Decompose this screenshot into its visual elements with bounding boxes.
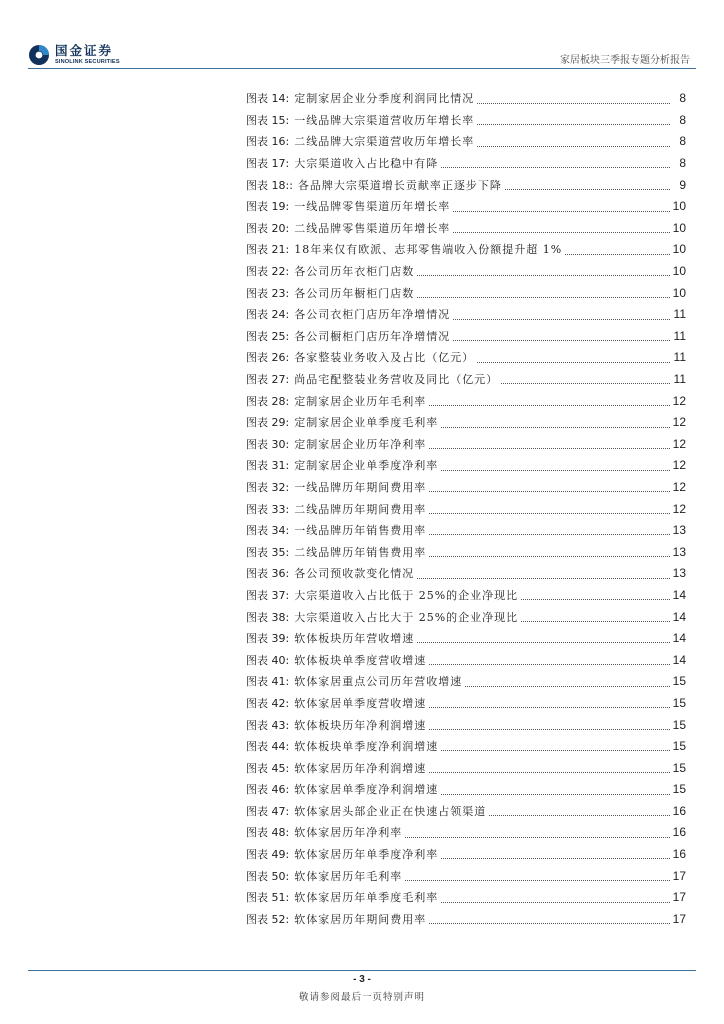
toc-figure-label: 图表 34:: [246, 524, 290, 538]
toc-entry[interactable]: [246, 304, 686, 326]
toc-figure-label: 图表 49:: [246, 848, 290, 862]
toc-figure-title: 软体板块单季度营收增速: [294, 653, 427, 667]
toc-entry[interactable]: [246, 326, 686, 348]
toc-figure-title: 定制家居企业历年净利率: [294, 437, 427, 451]
toc-page-number: 8: [679, 91, 686, 106]
toc-figure-title: 一线品牌大宗渠道营收历年增长率: [294, 113, 475, 127]
toc-entry[interactable]: [246, 110, 686, 132]
toc-entry[interactable]: [246, 455, 686, 477]
toc-dot-leader: [477, 103, 670, 104]
toc-page-number: 8: [679, 134, 686, 149]
toc-figure-label: 图表 45:: [246, 761, 290, 775]
toc-page-number: 13: [672, 523, 686, 538]
toc-page-number: 12: [672, 415, 686, 430]
toc-entry[interactable]: [246, 628, 686, 650]
toc-page-number: 8: [679, 156, 686, 171]
toc-page-number: 12: [672, 479, 686, 494]
figure-index-list: [246, 88, 686, 930]
logo-english-name: SINOLINK SECURITIES: [55, 59, 120, 65]
toc-entry[interactable]: [246, 693, 686, 715]
toc-figure-label: 图表 40:: [246, 653, 290, 667]
toc-page-number: 11: [673, 372, 686, 387]
toc-page-number: 10: [672, 242, 686, 257]
toc-entry[interactable]: [246, 606, 686, 628]
toc-entry[interactable]: [246, 909, 686, 931]
toc-entry[interactable]: [246, 585, 686, 607]
toc-page-number: 9: [679, 177, 686, 192]
toc-dot-leader: [429, 556, 670, 557]
toc-figure-title: 软体家居历年单季度净利率: [294, 848, 439, 862]
toc-entry[interactable]: [246, 563, 686, 585]
toc-dot-leader: [477, 362, 670, 363]
toc-page-number: 11: [673, 350, 686, 365]
toc-figure-label: 图表 16:: [246, 135, 290, 149]
toc-page-number: 10: [672, 285, 686, 300]
toc-figure-label: 图表 29:: [246, 416, 290, 430]
toc-dot-leader: [477, 124, 670, 125]
toc-figure-label: 图表 27:: [246, 373, 290, 387]
toc-entry[interactable]: [246, 801, 686, 823]
toc-entry[interactable]: [246, 390, 686, 412]
toc-figure-label: 图表 33:: [246, 502, 290, 516]
toc-figure-title: 定制家居企业单季度毛利率: [294, 416, 439, 430]
toc-figure-label: 图表 24:: [246, 308, 290, 322]
toc-figure-label: 图表 20:: [246, 221, 290, 235]
toc-dot-leader: [429, 772, 670, 773]
toc-page-number: 10: [672, 199, 686, 214]
toc-dot-leader: [441, 794, 670, 795]
toc-entry[interactable]: [246, 520, 686, 542]
toc-figure-title: 二线品牌大宗渠道营收历年增长率: [294, 135, 475, 149]
toc-page-number: 11: [673, 307, 686, 322]
toc-page-number: 12: [672, 458, 686, 473]
company-logo: [28, 40, 120, 70]
toc-dot-leader: [521, 599, 670, 600]
toc-figure-label: 图表 17:: [246, 157, 290, 171]
toc-figure-title: 尚品宅配整装业务营收及同比（亿元）: [294, 373, 499, 387]
toc-figure-title: 18年来仅有欧派、志邦零售端收入份额提升超 1%: [294, 243, 563, 257]
footer-disclaimer: 敬请参阅最后一页特别声明: [298, 992, 425, 1003]
toc-figure-label: 图表 22:: [246, 265, 290, 279]
toc-entry[interactable]: [246, 736, 686, 758]
toc-figure-label: 图表 39:: [246, 632, 290, 646]
toc-figure-title: 软体家居头部企业正在快速占领渠道: [294, 804, 487, 818]
toc-dot-leader: [565, 254, 670, 255]
toc-dot-leader: [521, 621, 670, 622]
toc-figure-label: 图表 42:: [246, 696, 290, 710]
toc-dot-leader: [441, 902, 670, 903]
toc-figure-label: 图表 31:: [246, 459, 290, 473]
logo-text: [55, 44, 120, 66]
toc-entry[interactable]: [246, 153, 686, 175]
toc-figure-label: 图表 25:: [246, 329, 290, 343]
toc-entry[interactable]: [246, 477, 686, 499]
toc-figure-title: 二线品牌历年销售费用率: [294, 545, 427, 559]
toc-entry[interactable]: [246, 239, 686, 261]
toc-entry[interactable]: [246, 282, 686, 304]
toc-page-number: 10: [672, 220, 686, 235]
toc-dot-leader: [453, 211, 670, 212]
page-header: [0, 0, 724, 72]
toc-dot-leader: [441, 470, 670, 471]
toc-figure-title: 各公司橱柜门店历年净增情况: [294, 329, 451, 343]
toc-entry[interactable]: [246, 174, 686, 196]
toc-figure-title: 各家整装业务收入及占比（亿元）: [294, 351, 475, 365]
toc-dot-leader: [429, 729, 670, 730]
logo-chinese-name: 国金证券: [55, 43, 114, 58]
toc-dot-leader: [441, 858, 670, 859]
toc-figure-label: 图表 48:: [246, 826, 290, 840]
toc-entry[interactable]: [246, 218, 686, 240]
toc-dot-leader: [405, 837, 670, 838]
toc-figure-title: 软体家居历年单季度毛利率: [294, 891, 439, 905]
toc-entry[interactable]: [246, 131, 686, 153]
toc-dot-leader: [441, 427, 670, 428]
toc-entry[interactable]: [246, 412, 686, 434]
toc-dot-leader: [453, 340, 670, 341]
toc-page-number: 17: [672, 890, 686, 905]
toc-figure-label: 图表 15:: [246, 113, 290, 127]
toc-dot-leader: [477, 146, 670, 147]
toc-dot-leader: [429, 405, 670, 406]
toc-dot-leader: [489, 815, 670, 816]
toc-figure-label: 图表 28:: [246, 394, 290, 408]
toc-page-number: 11: [673, 328, 686, 343]
page-number: - 3 -: [353, 974, 371, 985]
toc-figure-title: 定制家居企业历年毛利率: [294, 394, 427, 408]
toc-figure-title: 二线品牌历年期间费用率: [294, 502, 427, 516]
toc-figure-title: 软体家居历年期间费用率: [294, 912, 427, 926]
toc-entry[interactable]: [246, 196, 686, 218]
toc-dot-leader: [441, 750, 670, 751]
logo-icon: [28, 44, 50, 66]
toc-page-number: 16: [672, 847, 686, 862]
toc-figure-title: 一线品牌历年期间费用率: [294, 480, 427, 494]
toc-entry[interactable]: [246, 649, 686, 671]
toc-page-number: 15: [672, 674, 686, 689]
toc-dot-leader: [429, 513, 670, 514]
toc-figure-label: 图表 14:: [246, 92, 290, 106]
toc-figure-title: 各公司预收款变化情况: [294, 567, 415, 581]
toc-dot-leader: [429, 491, 670, 492]
toc-page-number: 12: [672, 393, 686, 408]
toc-page-number: 15: [672, 782, 686, 797]
toc-figure-title: 大宗渠道收入占比低于 25%的企业净现比: [294, 588, 519, 602]
toc-figure-title: 各公司历年衣柜门店数: [294, 265, 415, 279]
toc-dot-leader: [429, 664, 670, 665]
toc-figure-title: 大宗渠道收入占比大于 25%的企业净现比: [294, 610, 519, 624]
toc-dot-leader: [417, 297, 670, 298]
toc-figure-title: 大宗渠道收入占比稳中有降: [294, 157, 439, 171]
toc-figure-title: 二线品牌零售渠道历年增长率: [294, 221, 451, 235]
toc-figure-label: 图表 35:: [246, 545, 290, 559]
toc-dot-leader: [501, 383, 670, 384]
toc-dot-leader: [429, 707, 670, 708]
toc-entry[interactable]: [246, 844, 686, 866]
toc-entry[interactable]: [246, 369, 686, 391]
toc-entry[interactable]: [246, 541, 686, 563]
toc-page-number: 14: [672, 609, 686, 624]
toc-figure-title: 软体家居历年毛利率: [294, 869, 403, 883]
toc-figure-title: 软体家居历年净利润增速: [294, 761, 427, 775]
toc-figure-label: 图表 36:: [246, 567, 290, 581]
toc-figure-label: 图表 26:: [246, 351, 290, 365]
toc-entry[interactable]: [246, 347, 686, 369]
toc-figure-title: 各公司衣柜门店历年净增情况: [294, 308, 451, 322]
toc-dot-leader: [417, 578, 670, 579]
toc-figure-title: 各公司历年橱柜门店数: [294, 286, 415, 300]
toc-figure-label: 图表 32:: [246, 480, 290, 494]
toc-entry[interactable]: [246, 779, 686, 801]
toc-figure-title: 软体家居重点公司历年营收增速: [294, 675, 463, 689]
toc-figure-label: 图表 23:: [246, 286, 290, 300]
toc-entry[interactable]: [246, 498, 686, 520]
toc-figure-label: 图表 19:: [246, 200, 290, 214]
toc-entry[interactable]: [246, 714, 686, 736]
toc-figure-label: 图表 50:: [246, 869, 290, 883]
toc-figure-title: 一线品牌零售渠道历年增长率: [294, 200, 451, 214]
toc-page-number: 14: [672, 631, 686, 646]
toc-dot-leader: [453, 319, 670, 320]
toc-entry[interactable]: [246, 757, 686, 779]
toc-entry[interactable]: [246, 671, 686, 693]
toc-dot-leader: [429, 534, 670, 535]
toc-figure-label: 图表 18::: [246, 178, 293, 192]
toc-page-number: 16: [672, 803, 686, 818]
toc-entry[interactable]: [246, 88, 686, 110]
footer-divider: [28, 970, 696, 971]
toc-figure-label: 图表 47:: [246, 804, 290, 818]
report-title: 家居板块三季报专题分析报告: [560, 55, 690, 66]
toc-figure-label: 图表 51:: [246, 891, 290, 905]
toc-figure-title: 软体家居单季度净利润增速: [294, 783, 439, 797]
toc-dot-leader: [465, 686, 670, 687]
toc-figure-title: 软体板块历年营收增速: [294, 632, 415, 646]
toc-page-number: 14: [672, 587, 686, 602]
toc-dot-leader: [417, 275, 670, 276]
toc-page-number: 13: [672, 566, 686, 581]
toc-figure-label: 图表 52:: [246, 912, 290, 926]
toc-page-number: 14: [672, 652, 686, 667]
toc-figure-label: 图表 46:: [246, 783, 290, 797]
toc-page-number: 16: [672, 825, 686, 840]
toc-dot-leader: [417, 642, 670, 643]
toc-dot-leader: [453, 232, 670, 233]
toc-figure-label: 图表 44:: [246, 740, 290, 754]
toc-page-number: 13: [672, 544, 686, 559]
toc-figure-title: 软体家居历年净利率: [294, 826, 403, 840]
header-divider: [28, 68, 696, 69]
toc-dot-leader: [441, 167, 670, 168]
toc-entry[interactable]: [246, 887, 686, 909]
toc-figure-title: 软体板块历年净利润增速: [294, 718, 427, 732]
toc-page-number: 17: [672, 911, 686, 926]
toc-page-number: 15: [672, 739, 686, 754]
toc-page-number: 15: [672, 717, 686, 732]
toc-page-number: 8: [679, 112, 686, 127]
toc-figure-label: 图表 41:: [246, 675, 290, 689]
toc-figure-title: 各品牌大宗渠道增长贡献率正逐步下降: [297, 178, 502, 192]
toc-dot-leader: [505, 189, 670, 190]
toc-figure-label: 图表 37:: [246, 588, 290, 602]
toc-page-number: 12: [672, 436, 686, 451]
toc-figure-title: 定制家居企业分季度利润同比情况: [294, 92, 475, 106]
toc-figure-title: 一线品牌历年销售费用率: [294, 524, 427, 538]
toc-entry[interactable]: [246, 261, 686, 283]
toc-figure-title: 定制家居企业单季度净利率: [294, 459, 439, 473]
toc-page-number: 17: [672, 868, 686, 883]
toc-entry[interactable]: [246, 865, 686, 887]
toc-figure-title: 软体板块单季度净利润增速: [294, 740, 439, 754]
toc-figure-label: 图表 21:: [246, 243, 290, 257]
toc-entry[interactable]: [246, 434, 686, 456]
toc-figure-label: 图表 38:: [246, 610, 290, 624]
toc-page-number: 12: [672, 501, 686, 516]
toc-figure-title: 软体家居单季度营收增速: [294, 696, 427, 710]
toc-figure-label: 图表 43:: [246, 718, 290, 732]
toc-page-number: 15: [672, 695, 686, 710]
toc-entry[interactable]: [246, 822, 686, 844]
toc-dot-leader: [429, 923, 670, 924]
toc-page-number: 10: [672, 264, 686, 279]
toc-dot-leader: [405, 880, 670, 881]
toc-dot-leader: [429, 448, 670, 449]
toc-page-number: 15: [672, 760, 686, 775]
toc-figure-label: 图表 30:: [246, 437, 290, 451]
